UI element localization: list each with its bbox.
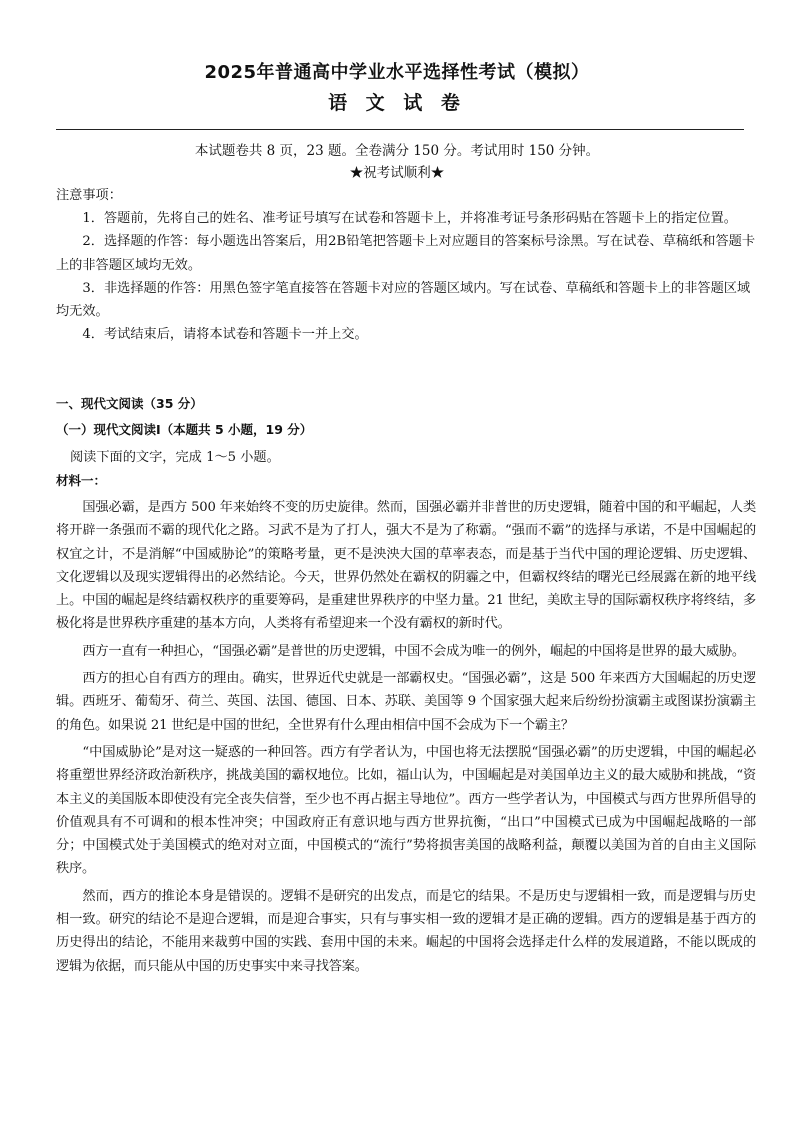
notice-list bbox=[56, 207, 756, 347]
notice-item: 3．非选择题的作答：用黑色签字笔直接答在答题卡对应的答题区域内。写在试卷、草稿纸和答题卡上的非答题区域均无效。 bbox=[56, 280, 751, 320]
good-luck-line: ★祝考试顺利★ bbox=[349, 165, 445, 181]
notice-heading: 注意事项： bbox=[56, 188, 122, 203]
passage-paragraph: “中国威胁论”是对这一疑惑的一种回答。西方有学者认为，中国也将无法摆脱“国强必霸”的历史逻辑，中国的崛起必将重塑世界经济政治新秩序，挑战美国的霸权地位。比如，福山认为，中国崛起是对美国单边主义的最大威胁和挑战，“资本主义的美国版本即使没有完全丧失信誉，至少也不再占据主导地位”。西方一些学者认为，中国模式与西方世界所倡导的价值观具有不可调和的根本性冲突；中国政府正有意识地与西方世界抗衡，“出口”中国模式已成为中国崛起战略的一部分；中国模式处于美国模式的绝对对立面，中国模式的“流行”势将损害美国的战略利益，颠覆以美国为首的自由主义国际秩序。 bbox=[56, 744, 756, 877]
material-label: 材料一： bbox=[56, 473, 107, 488]
reading-passage bbox=[56, 496, 756, 982]
exam-info: 本试题卷共 8 页，23 题。全卷满分 150 分。考试用时 150 分钟。 bbox=[194, 143, 600, 159]
section-heading: 一、现代文阅读（35 分） bbox=[56, 396, 203, 411]
passage-paragraph: 国强必霸，是西方 500 年来始终不变的历史旋律。然而，国强必霸并非普世的历史逻辑，随着中国的和平崛起，人类将开辟一条强而不霸的现代化之路。习武不是为了打人，强大不是为了称霸。“强而不霸”的选择与承诺，不是中国崛起的权宜之计，不是消解“中国威胁论”的策略考量，更不是泱泱大国的草率表态，而是基于当代中国的理论逻辑、历史逻辑、文化逻辑以及现实逻辑得出的必然结论。今天，世界仍然处在霸权的阴霾之中，但霸权终结的曙光已经展露在新的地平线上。中国的崛起是终结霸权秩序的重要筹码，是重建世界秩序的中坚力量。21 世纪，美欧主导的国际霸权秩序将终结，多极化将是世界秩序重建的基本方向，人类将有希望迎来一个没有霸权的新时代。 bbox=[56, 500, 756, 632]
notice-item: 4．考试结束后，请将本试卷和答题卡一并上交。 bbox=[82, 327, 368, 343]
exam-subject: 语 文 试 卷 bbox=[328, 92, 466, 114]
exam-title: 2025年普通高中学业水平选择性考试（模拟） bbox=[204, 62, 590, 83]
notice-item: 2．选择题的作答：每小题选出答案后，用2B铅笔把答题卡上对应题目的答案标号涂黑。写在试卷、草稿纸和答题卡上的非答题区域均无效。 bbox=[56, 234, 756, 273]
header-divider bbox=[56, 129, 744, 130]
passage-paragraph: 然而，西方的推论本身是错误的。逻辑不是研究的出发点，而是它的结果。不是历史与逻辑相一致，而是逻辑与历史相一致。研究的结论不是迎合逻辑，而是迎合事实，只有与事实相一致的逻辑才是正确的逻辑。西方的逻辑是基于西方的历史得出的结论，不能用来裁剪中国的实践、套用中国的未来。崛起的中国将会选择走什么样的发展道路，不能以既成的逻辑为依据，而只能从中国的历史事实中来寻找答案。 bbox=[56, 888, 756, 974]
notice-item: 1．答题前，先将自己的姓名、准考证号填写在试卷和答题卡上，并将准考证号条形码贴在答题卡上的指定位置。 bbox=[82, 211, 737, 226]
reading-instruction: 阅读下面的文字，完成 1～5 小题。 bbox=[70, 450, 280, 465]
passage-paragraph: 西方的担心自有西方的理由。确实，世界近代史就是一部霸权史。“国强必霸”，这是 500 年来西方大国崛起的历史逻辑。西班牙、葡萄牙、荷兰、英国、法国、德国、日本、苏联、美国等 9 个国家强大起来后纷纷扮演霸主或图谋扮演霸主的角色。如果说 21 世纪是中国的世纪，全世界有什么理由相信中国不会成为下一个霸主？ bbox=[56, 671, 756, 733]
subsection-heading: （一）现代文阅读Ⅰ（本题共 5 小题，19 分） bbox=[56, 422, 313, 437]
passage-paragraph: 西方一直有一种担心，“国强必霸”是普世的历史逻辑，中国不会成为唯一的例外，崛起的中国将是世界的最大威胁。 bbox=[82, 643, 745, 659]
